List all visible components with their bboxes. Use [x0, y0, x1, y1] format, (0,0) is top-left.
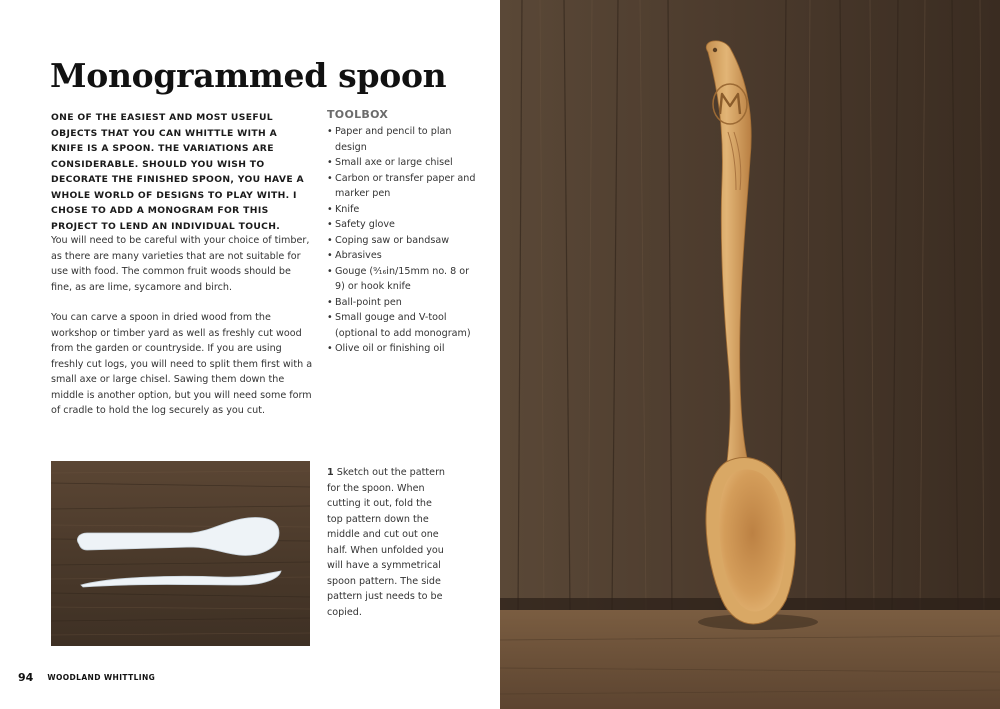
toolbox-item: • Ball-point pen	[327, 295, 477, 311]
body-paragraph-timber: You will need to be careful with your choice of timber, as there are many varieties that are not suitable for use with food. The common fruit woods should be fine, as are lime, sycamore and birch.	[51, 235, 310, 293]
toolbox-item: • Olive oil or finishing oil	[327, 341, 477, 357]
page-footer	[18, 671, 155, 684]
toolbox-item: • Paper and pencil to plan design	[327, 124, 477, 155]
toolbox-item: • Abrasives	[327, 248, 477, 264]
step-description: Sketch out the pattern for the spoon. When cutting it out, fold the top pattern down the middle and cut out one half. When unfolded you will have a symmetrical spoon pattern. The side pattern just needs to be copied.	[327, 467, 445, 618]
body-paragraph-sourcing: You can carve a spoon in dried wood from the workshop or timber yard as well as freshly cut wood from the garden or countryside. If you are using freshly cut logs, you will need to split them first with a small axe or large chisel. Sawing them down the middle is another option, but you will need some form of cradle to hold the log securely as you cut.	[51, 312, 313, 416]
toolbox-panel	[327, 108, 477, 357]
toolbox-item: • Small gouge and V-tool (optional to add monogram)	[327, 310, 477, 341]
running-head: WOODLAND WHITTLING	[47, 673, 156, 682]
page-number: 94	[18, 671, 34, 684]
right-page-photo	[500, 0, 1000, 709]
paper-spoon-patterns-image	[51, 461, 310, 646]
intro-paragraph: ONE OF THE EASIEST AND MOST USEFUL OBJECTS THAT YOU CAN WHITTLE WITH A KNIFE IS A SPOON. THE VARIATIONS ARE CONSIDERABLE. SHOULD YOU WISH TO DECORATE THE FINISHED SPOON, YOU HAVE A WHOLE WORLD OF DESIGNS TO PLAY WITH. I CHOSE TO ADD A MONOGRAM FOR THIS PROJECT TO LEND AN INDIVIDUAL TOUCH.	[51, 112, 304, 232]
page-title: Monogrammed spoon	[50, 56, 447, 95]
toolbox-item: • Coping saw or bandsaw	[327, 233, 477, 249]
toolbox-item: • Small axe or large chisel	[327, 155, 477, 171]
toolbox-item: • Safety glove	[327, 217, 477, 233]
step-1-photo	[51, 461, 310, 646]
toolbox-item: • Knife	[327, 202, 477, 218]
step-number: 1	[327, 467, 334, 478]
step-1-text	[327, 465, 447, 620]
toolbox-list	[327, 124, 477, 357]
finished-spoon-photo	[500, 0, 1000, 709]
toolbox-heading: TOOLBOX	[327, 108, 389, 121]
toolbox-item: • Gouge (⁹⁄₁₆in/15mm no. 8 or 9) or hook knife	[327, 264, 477, 295]
toolbox-item: • Carbon or transfer paper and marker pen	[327, 171, 477, 202]
